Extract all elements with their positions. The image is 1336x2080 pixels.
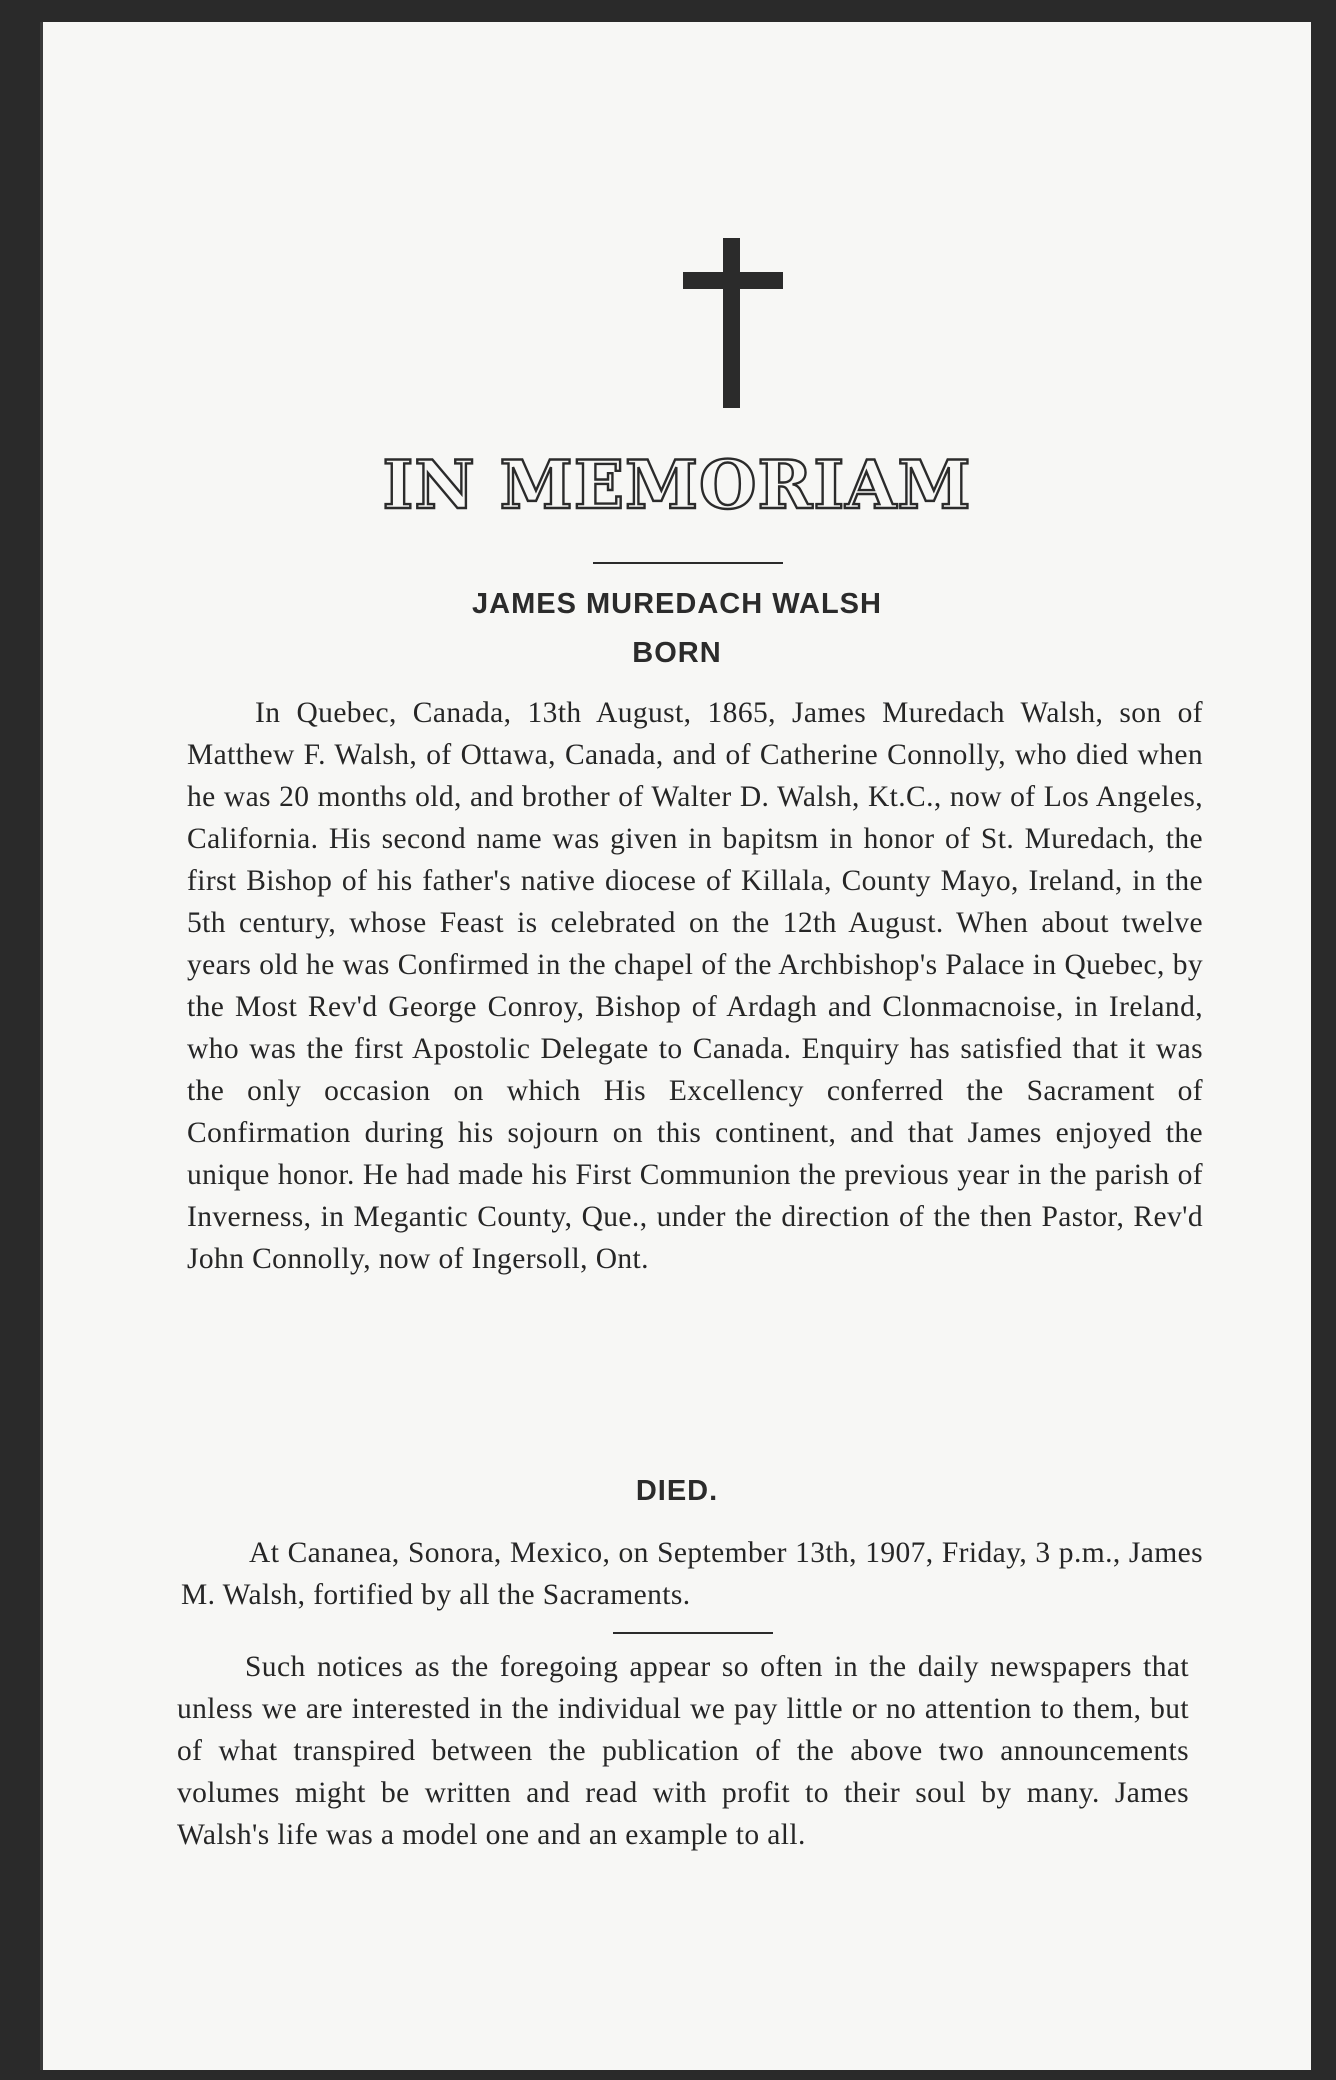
born-paragraph: In Quebec, Canada, 13th August, 1865, James Muredach Walsh, son of Matthew F. Walsh, of Ottawa, Canada, and of Catherine Connolly, who died when he was 20 months old, and brother of Walter D. Walsh, Kt.C., now of Los Angeles, California. His second name was given in bapitsm in honor of St. Muredach, the first Bishop of his father's native diocese of Killala, County Mayo, Ireland, in the 5th century, whose Feast is celebrated on the 12th August. When about twelve years old he was Confirmed in the chapel of the Archbishop's Palace in Quebec, by the Most Rev'd George Conroy, Bishop of Ardagh and Clonmacnoise, in Ireland, who was the first Apostolic Delegate to Canada. Enquiry has satisfied that it was the only occasion on which His Excellency conferred the Sacrament of Confirmation during his sojourn on this continent, and that James enjoyed the unique honor. He had made his First Communion the previous year in the parish of Inverness, in Megantic County, Que., under the direction of the then Pastor, Rev'd John Connolly, now of Ingersoll, Ont. bbox=[187, 697, 1203, 1275]
born-heading: BORN bbox=[632, 637, 722, 669]
cross-icon bbox=[683, 238, 783, 408]
died-heading: DIED. bbox=[635, 1475, 719, 1507]
died-paragraph: At Cananea, Sonora, Mexico, on September 13th, 1907, Friday, 3 p.m., James M. Walsh, fortified by all the Sacraments. bbox=[181, 1537, 1203, 1611]
divider-bottom bbox=[613, 1632, 773, 1634]
closing-paragraph: Such notices as the foregoing appear so often in the daily newspapers that unless we are interested in the individual we pay little or no attention to them, but of what transpired between the publication of the above two announcements volumes might be written and read with profit to their soul by many. James Walsh's life was a model one and an example to all. bbox=[177, 1651, 1189, 1851]
page-title: IN MEMORIAM bbox=[382, 446, 972, 524]
deceased-name: JAMES MUREDACH WALSH bbox=[472, 588, 882, 620]
divider-top bbox=[593, 562, 783, 564]
memorial-page bbox=[40, 22, 1311, 2070]
